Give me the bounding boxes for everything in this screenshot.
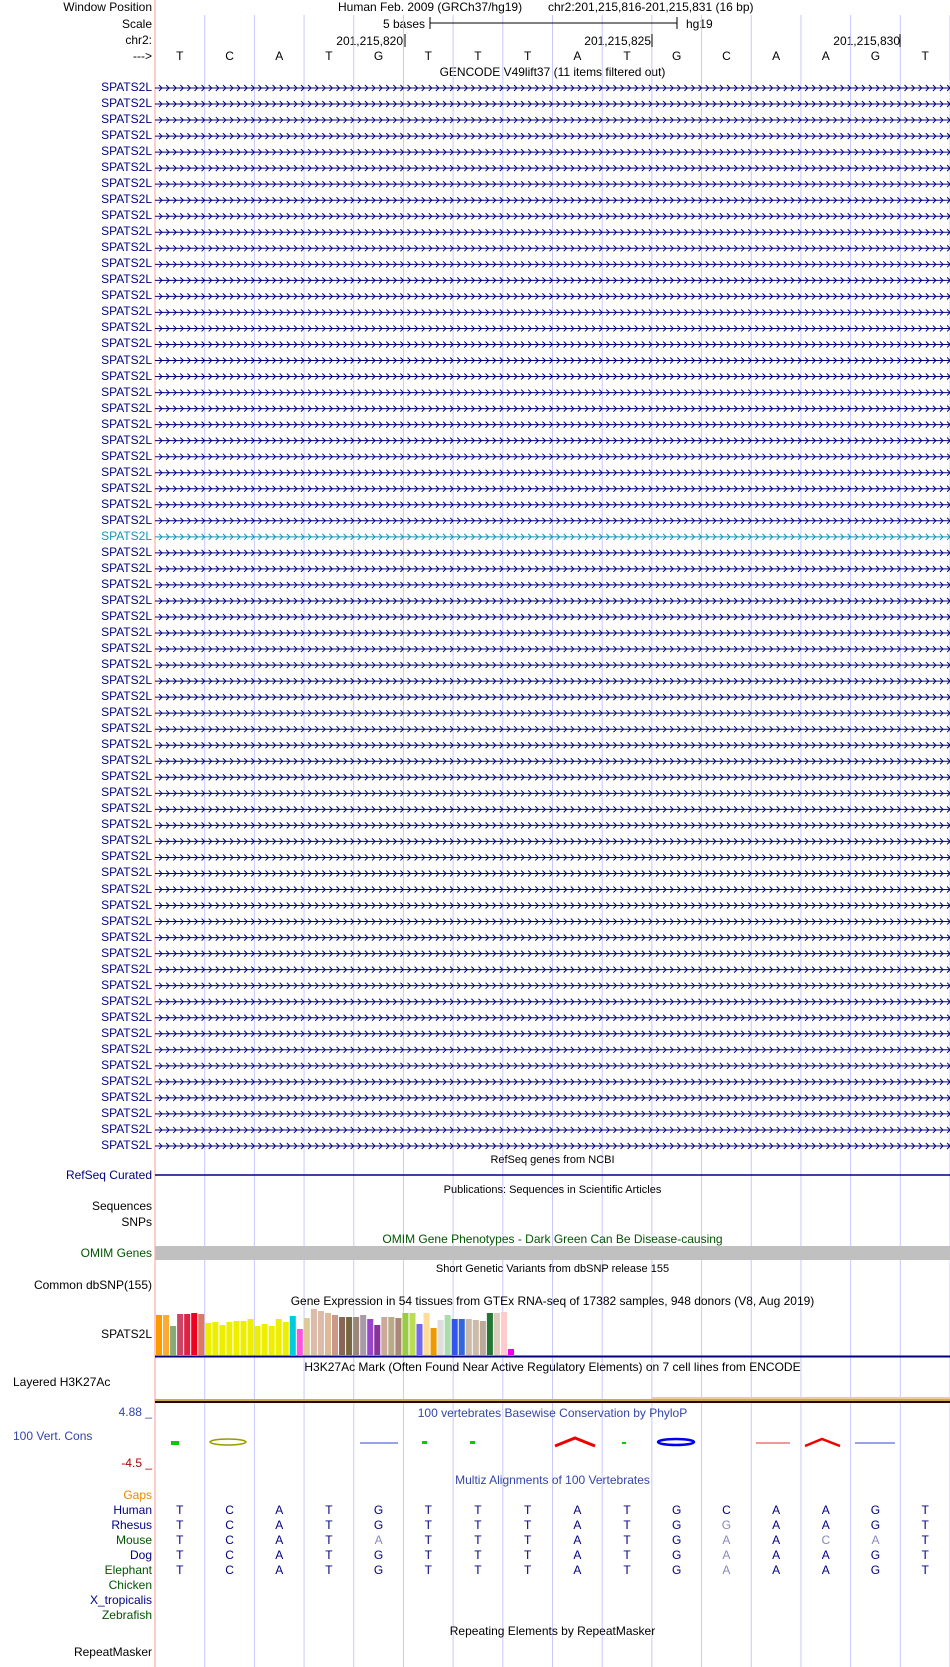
gene-label[interactable]: SPATS2L: [101, 448, 152, 463]
gene-label[interactable]: SPATS2L: [101, 977, 152, 992]
aligned-base: T: [523, 1548, 532, 1563]
gene-label[interactable]: SPATS2L: [101, 673, 152, 688]
assembly-label: Human Feb. 2009 (GRCh37/hg19): [338, 0, 523, 14]
gene-label[interactable]: SPATS2L: [101, 544, 152, 559]
reference-base: A: [772, 49, 781, 63]
reference-base: A: [821, 49, 830, 63]
aligned-base: T: [325, 1503, 333, 1517]
aligned-base: T: [176, 1548, 184, 1563]
gene-label[interactable]: SPATS2L: [101, 1041, 152, 1056]
aligned-base: T: [474, 1563, 482, 1578]
aligned-base: A: [772, 1518, 781, 1533]
gene-label[interactable]: SPATS2L: [101, 1057, 152, 1072]
gene-label[interactable]: SPATS2L: [101, 657, 152, 672]
gene-label[interactable]: SPATS2L: [101, 865, 152, 880]
aligned-base: T: [176, 1518, 184, 1533]
aligned-base: T: [921, 1533, 929, 1548]
aligned-base: A: [573, 1563, 582, 1578]
gene-label[interactable]: SPATS2L: [101, 416, 152, 431]
aligned-base: T: [474, 1548, 482, 1563]
gene-label[interactable]: SPATS2L: [101, 913, 152, 928]
gene-label[interactable]: SPATS2L: [101, 576, 152, 591]
gene-label[interactable]: SPATS2L: [101, 1137, 152, 1152]
gene-label[interactable]: SPATS2L: [101, 480, 152, 495]
gene-label[interactable]: SPATS2L: [101, 833, 152, 848]
species-label[interactable]: Chicken: [108, 1578, 152, 1593]
aligned-base: G: [373, 1518, 384, 1533]
repeatmasker-track-title: Repeating Elements by RepeatMasker: [449, 1624, 656, 1638]
gene-label[interactable]: SPATS2L: [101, 897, 152, 912]
aligned-base: C: [225, 1518, 234, 1533]
multiz-gaps-label: Gaps: [123, 1488, 152, 1502]
aligned-base: T: [424, 1548, 432, 1563]
publications-track-label-snps[interactable]: SNPs: [121, 1215, 152, 1229]
tick-label-3: 201,215,830: [833, 34, 900, 48]
reference-base: G: [672, 49, 682, 63]
reference-base: A: [275, 49, 284, 63]
gene-label[interactable]: SPATS2L: [101, 240, 152, 255]
gene-label[interactable]: SPATS2L: [101, 993, 152, 1008]
aligned-base: T: [424, 1503, 432, 1517]
aligned-base: A: [821, 1548, 830, 1563]
aligned-base: T: [474, 1503, 482, 1517]
dbsnp-track-title: Short Genetic Variants from dbSNP release 155: [435, 1263, 670, 1275]
aligned-base: A: [275, 1548, 284, 1563]
aligned-base: T: [325, 1518, 333, 1533]
reference-base: T: [176, 49, 184, 63]
aligned-base: A: [871, 1533, 880, 1548]
db-label: hg19: [686, 17, 713, 31]
aligned-base: G: [870, 1548, 881, 1563]
aligned-base: A: [573, 1518, 582, 1533]
gene-label[interactable]: SPATS2L: [101, 961, 152, 976]
gene-label[interactable]: SPATS2L: [101, 208, 152, 223]
gene-label[interactable]: SPATS2L: [101, 528, 152, 543]
gene-label[interactable]: SPATS2L: [101, 496, 152, 511]
aligned-base: A: [573, 1533, 582, 1548]
gene-label[interactable]: SPATS2L: [101, 881, 152, 896]
aligned-base: T: [623, 1503, 631, 1517]
gene-label[interactable]: SPATS2L: [101, 144, 152, 159]
gene-label[interactable]: SPATS2L: [101, 689, 152, 704]
reference-base: T: [921, 49, 929, 63]
gtex-track-label[interactable]: SPATS2L: [101, 1327, 152, 1341]
aligned-base: T: [325, 1533, 333, 1548]
gene-label[interactable]: SPATS2L: [101, 176, 152, 191]
species-label[interactable]: Human: [113, 1503, 152, 1517]
aligned-base: T: [623, 1533, 631, 1548]
gene-label[interactable]: SPATS2L: [101, 560, 152, 575]
aligned-base: G: [672, 1533, 682, 1548]
aligned-base: C: [225, 1548, 234, 1563]
aligned-base: T: [474, 1518, 482, 1533]
aligned-base: G: [672, 1548, 682, 1563]
repeatmasker-track-label[interactable]: RepeatMasker: [73, 1645, 152, 1659]
aligned-base: G: [870, 1518, 881, 1533]
aligned-base: C: [722, 1503, 731, 1517]
aligned-base: T: [623, 1548, 631, 1563]
aligned-base: G: [373, 1548, 384, 1563]
reference-base: T: [424, 49, 432, 63]
aligned-base: T: [523, 1563, 532, 1578]
refseq-track-title: RefSeq genes from NCBI: [490, 1154, 615, 1166]
gene-label[interactable]: SPATS2L: [101, 769, 152, 784]
aligned-base: A: [821, 1518, 830, 1533]
dbsnp-track-label[interactable]: Common dbSNP(155): [33, 1278, 152, 1292]
aligned-base: T: [424, 1533, 432, 1548]
gene-label[interactable]: SPATS2L: [101, 1105, 152, 1120]
h3k27ac-track-title: H3K27Ac Mark (Often Found Near Active Regulatory Elements) on 7 cell lines from ENCODE: [304, 1360, 801, 1374]
gene-label[interactable]: SPATS2L: [101, 1009, 152, 1024]
aligned-base: A: [722, 1563, 731, 1578]
reference-base: T: [325, 49, 333, 63]
aligned-base: T: [921, 1518, 929, 1533]
omim-track-label[interactable]: OMIM Genes: [80, 1246, 152, 1260]
aligned-base: T: [921, 1503, 929, 1517]
gene-label[interactable]: SPATS2L: [101, 1121, 152, 1136]
aligned-base: A: [772, 1503, 781, 1517]
aligned-base: A: [275, 1518, 284, 1533]
aligned-base: G: [373, 1563, 384, 1578]
multiz-track-title: Multiz Alignments of 100 Vertebrates: [455, 1473, 650, 1487]
gene-label[interactable]: SPATS2L: [101, 608, 152, 623]
gene-label[interactable]: SPATS2L: [101, 849, 152, 864]
aligned-base: A: [573, 1503, 582, 1517]
species-label[interactable]: Zebrafish: [101, 1608, 152, 1623]
gene-label[interactable]: SPATS2L: [101, 1089, 152, 1104]
aligned-base: C: [225, 1533, 234, 1548]
omim-track-title: OMIM Gene Phenotypes - Dark Green Can Be Disease-causing: [382, 1232, 723, 1246]
reference-base: G: [870, 49, 881, 63]
phylop-track-title: 100 vertebrates Basewise Conservation by PhyloP: [417, 1406, 688, 1420]
gene-label[interactable]: SPATS2L: [101, 801, 152, 816]
aligned-base: T: [523, 1533, 532, 1548]
gene-label[interactable]: SPATS2L: [101, 352, 152, 367]
aligned-base: A: [374, 1533, 383, 1548]
scale-label: Scale: [121, 17, 152, 31]
aligned-base: C: [225, 1563, 234, 1578]
gene-label[interactable]: SPATS2L: [101, 592, 152, 607]
gene-label[interactable]: SPATS2L: [101, 737, 152, 752]
species-label[interactable]: Elephant: [104, 1563, 152, 1578]
aligned-base: T: [176, 1533, 184, 1548]
publications-track-title: Publications: Sequences in Scientific Articles: [443, 1184, 662, 1196]
aligned-base: A: [772, 1533, 781, 1548]
aligned-base: A: [275, 1563, 284, 1578]
gene-label[interactable]: SPATS2L: [101, 128, 152, 143]
reference-base: T: [623, 49, 631, 63]
aligned-base: T: [523, 1518, 532, 1533]
gene-label[interactable]: SPATS2L: [101, 817, 152, 832]
gene-label[interactable]: SPATS2L: [101, 753, 152, 768]
strand-label: --->: [133, 49, 152, 63]
aligned-base: A: [821, 1563, 830, 1578]
gene-label[interactable]: SPATS2L: [101, 721, 152, 736]
aligned-base: G: [870, 1503, 881, 1517]
aligned-base: T: [623, 1563, 631, 1578]
reference-base: T: [474, 49, 482, 63]
aligned-base: G: [721, 1518, 732, 1533]
refseq-track-label[interactable]: RefSeq Curated: [65, 1168, 152, 1182]
aligned-base: T: [176, 1503, 184, 1517]
aligned-base: T: [325, 1563, 333, 1578]
aligned-base: A: [722, 1548, 731, 1563]
aligned-base: C: [821, 1533, 831, 1548]
gene-label[interactable]: SPATS2L: [101, 320, 152, 335]
aligned-base: T: [474, 1533, 482, 1548]
gene-label[interactable]: SPATS2L: [101, 1025, 152, 1040]
gene-label[interactable]: SPATS2L: [101, 432, 152, 447]
gene-label[interactable]: SPATS2L: [101, 705, 152, 720]
species-label[interactable]: Mouse: [115, 1533, 152, 1548]
reference-base: C: [722, 49, 731, 63]
aligned-base: T: [921, 1548, 929, 1563]
aligned-base: G: [672, 1503, 682, 1517]
gene-label[interactable]: SPATS2L: [101, 641, 152, 656]
aligned-base: A: [722, 1533, 731, 1548]
aligned-base: A: [772, 1548, 781, 1563]
gene-label[interactable]: SPATS2L: [101, 785, 152, 800]
h3k27ac-track-label[interactable]: Layered H3K27Ac: [13, 1375, 111, 1389]
gene-label[interactable]: SPATS2L: [101, 288, 152, 303]
phylop-track-label[interactable]: 100 Vert. Cons: [13, 1429, 93, 1443]
gene-label[interactable]: SPATS2L: [101, 224, 152, 239]
aligned-base: C: [225, 1503, 234, 1517]
phylop-max-label: 4.88 _: [118, 1405, 152, 1419]
aligned-base: A: [275, 1533, 284, 1548]
aligned-base: T: [623, 1518, 631, 1533]
aligned-base: G: [373, 1503, 384, 1517]
aligned-base: T: [523, 1503, 532, 1517]
gene-label[interactable]: SPATS2L: [101, 112, 152, 127]
aligned-base: A: [275, 1503, 284, 1517]
reference-base: A: [573, 49, 582, 63]
aligned-base: A: [821, 1503, 830, 1517]
aligned-base: G: [870, 1563, 881, 1578]
aligned-base: T: [325, 1548, 333, 1563]
aligned-base: T: [424, 1563, 432, 1578]
aligned-base: A: [772, 1563, 781, 1578]
gene-label[interactable]: SPATS2L: [101, 945, 152, 960]
publications-track-label-sequences[interactable]: Sequences: [91, 1199, 152, 1213]
reference-base: T: [523, 49, 532, 63]
gene-label[interactable]: SPATS2L: [101, 192, 152, 207]
reference-base: C: [225, 49, 234, 63]
gene-label[interactable]: SPATS2L: [101, 304, 152, 319]
position-label: chr2:201,215,816-201,215,831 (16 bp): [548, 0, 754, 14]
tick-label-2: 201,215,825: [584, 34, 651, 48]
gene-label[interactable]: SPATS2L: [101, 400, 152, 415]
aligned-base: T: [176, 1563, 184, 1578]
gene-label[interactable]: SPATS2L: [101, 368, 152, 383]
phylop-min-label: -4.5 _: [121, 1456, 152, 1470]
gene-label[interactable]: SPATS2L: [101, 625, 152, 640]
species-label[interactable]: Rhesus: [111, 1518, 152, 1533]
gene-label[interactable]: SPATS2L: [101, 1073, 152, 1088]
chrom-label: chr2:: [125, 33, 152, 47]
gene-label[interactable]: SPATS2L: [101, 80, 152, 94]
gencode-track-title: GENCODE V49lift37 (11 items filtered out): [439, 65, 666, 79]
gene-label[interactable]: SPATS2L: [101, 96, 152, 111]
gene-label[interactable]: SPATS2L: [101, 272, 152, 287]
tick-label-1: 201,215,820: [336, 34, 403, 48]
gene-label[interactable]: SPATS2L: [101, 929, 152, 944]
gene-label[interactable]: SPATS2L: [101, 160, 152, 175]
species-label[interactable]: Dog: [129, 1548, 152, 1563]
gene-label[interactable]: SPATS2L: [101, 256, 152, 271]
gene-label[interactable]: SPATS2L: [101, 512, 152, 527]
aligned-base: G: [672, 1563, 682, 1578]
window-position-label: Window Position: [63, 0, 152, 14]
gene-label[interactable]: SPATS2L: [101, 384, 152, 399]
gtex-track-title: Gene Expression in 54 tissues from GTEx RNA-seq of 17382 samples, 948 donors (V8, Aug 2019): [290, 1294, 815, 1308]
scale-text: 5 bases: [382, 17, 425, 31]
gene-label[interactable]: SPATS2L: [101, 464, 152, 479]
aligned-base: T: [424, 1518, 432, 1533]
aligned-base: T: [921, 1563, 929, 1578]
aligned-base: G: [672, 1518, 682, 1533]
aligned-base: A: [573, 1548, 582, 1563]
reference-base: G: [373, 49, 384, 63]
species-label[interactable]: X_tropicalis: [89, 1593, 152, 1608]
gene-label[interactable]: SPATS2L: [101, 336, 152, 351]
